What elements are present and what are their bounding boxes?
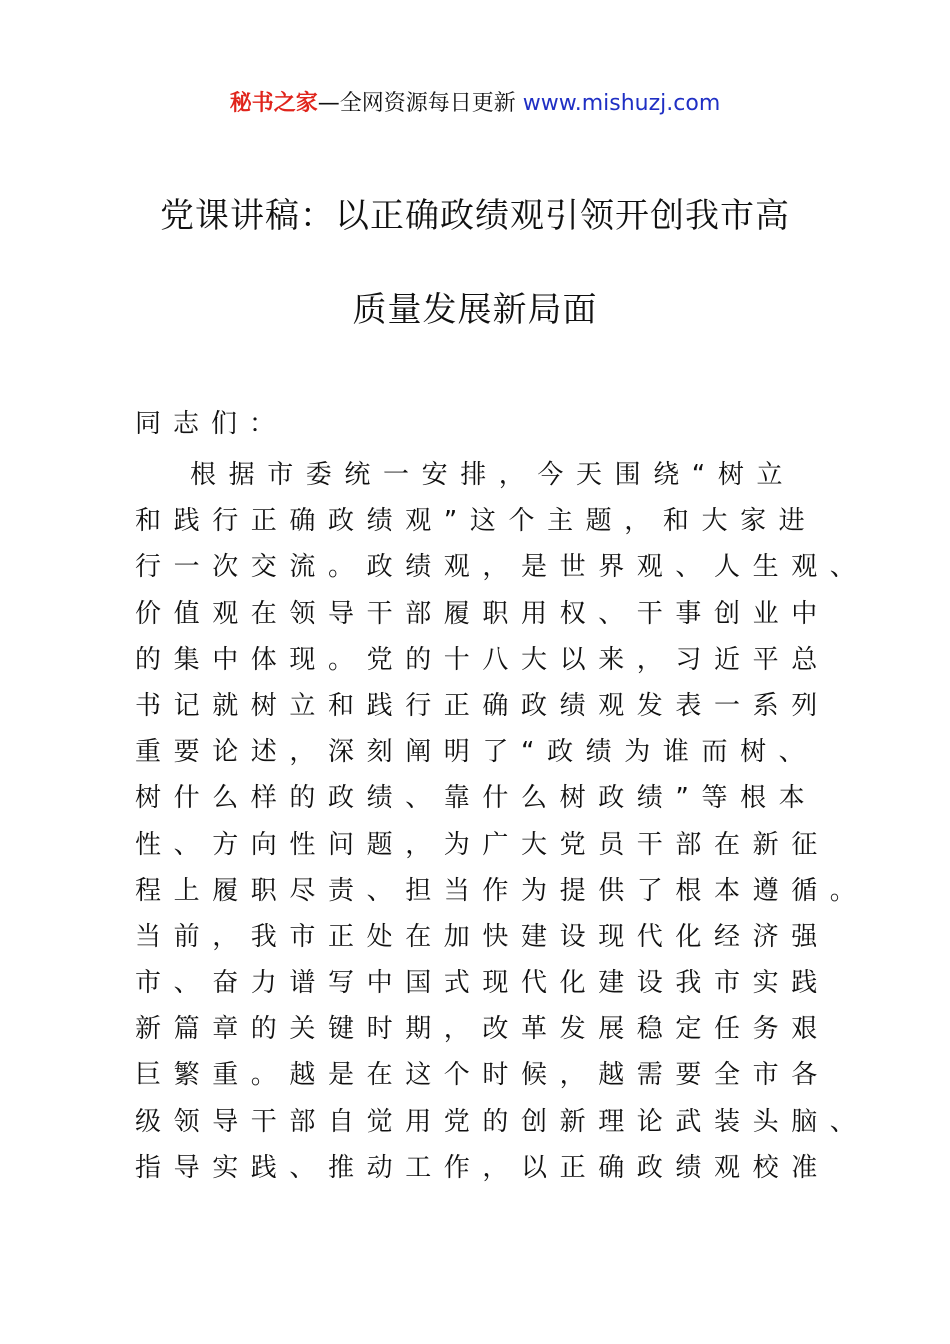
body-line: 新篇章的关键时期，改革发展稳定任务艰 <box>135 1014 830 1045</box>
body-line: 书记就树立和践行正确政绩观发表一系列 <box>135 690 830 721</box>
body-text <box>135 452 869 1191</box>
body-line: 价值观在领导干部履职用权、干事创业中 <box>135 598 830 629</box>
body-line: 根据市委统一安排，今天围绕“树立 <box>190 460 796 490</box>
body-line: 市、奋力谱写中国式现代化建设我市实践 <box>135 968 830 999</box>
body-line: 级领导干部自觉用党的创新理论武装头脑、 <box>135 1106 869 1137</box>
body-line: 重要论述，深刻阐明了“政绩为谁而树、 <box>135 737 818 768</box>
header-tagline: —全网资源每日更新 <box>317 91 523 116</box>
body-line: 树什么样的政绩、靠什么树政绩”等根本 <box>135 783 818 814</box>
brand-name: 秘书之家 <box>229 91 318 116</box>
body-line: 性、方向性问题，为广大党员干部在新征 <box>135 829 830 860</box>
document-title-line-1: 党课讲稿：以正确政绩观引领开创我市高 <box>160 196 790 236</box>
body-line: 指导实践、推动工作，以正确政绩观校准 <box>135 1152 830 1183</box>
site-header <box>0 88 950 120</box>
body-line: 的集中体现。党的十八大以来，习近平总 <box>135 644 830 675</box>
body-line: 行一次交流。政绩观，是世界观、人生观、 <box>135 552 869 583</box>
body-line: 和践行正确政绩观”这个主题，和大家进 <box>135 506 818 537</box>
body-line: 当前，我市正处在加快建设现代化经济强 <box>135 921 830 952</box>
document-title-line-2: 质量发展新局面 <box>352 290 598 330</box>
salutation: 同志们： <box>135 409 288 439</box>
body-line: 巨繁重。越是在这个时候，越需要全市各 <box>135 1060 830 1091</box>
header-url: www.mishuzj.com <box>522 91 721 116</box>
body-line: 程上履职尽责、担当作为提供了根本遵循。 <box>135 875 869 906</box>
